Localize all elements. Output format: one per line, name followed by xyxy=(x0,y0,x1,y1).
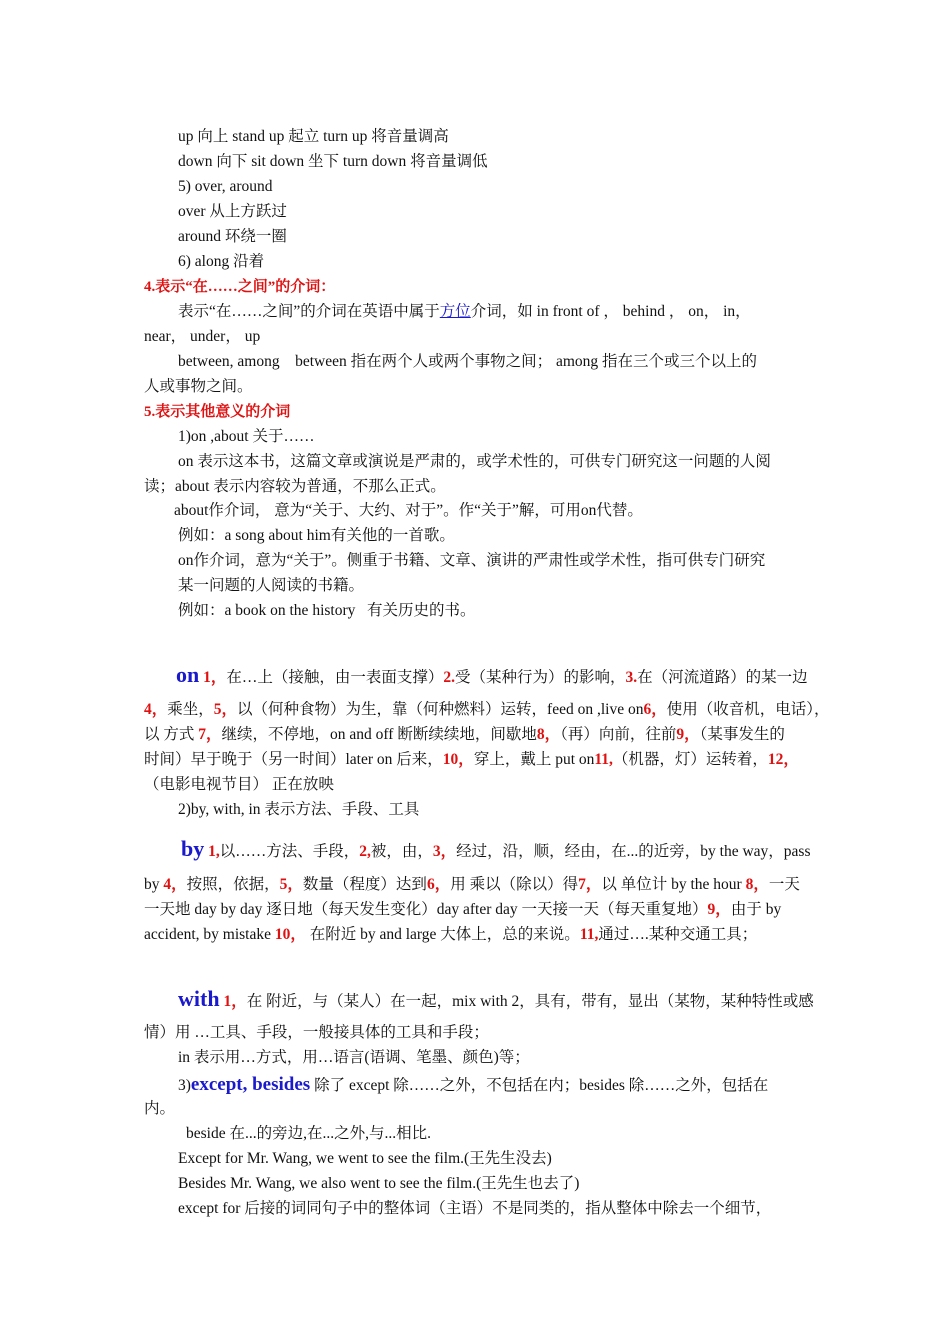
text-span: 3) xyxy=(178,1077,191,1094)
text-line: down 向下 sit down 坐下 turn down 将音量调低 xyxy=(178,153,488,170)
item-number: 9， xyxy=(707,901,731,918)
section-heading: 4.表示“在……之间”的介词： xyxy=(144,279,336,295)
text-span: 数量（程度）达到 xyxy=(302,876,427,893)
text-line: 某一问题的人阅读的书籍。 xyxy=(178,577,365,594)
text-span: （再）向前，往前 xyxy=(560,726,677,743)
text-line xyxy=(144,875,800,895)
text-line: 6) along 沿着 xyxy=(178,253,265,270)
text-line: near， under， up xyxy=(144,328,261,345)
text-span: 经过，沿，顺，经由，在...的近旁，by the way，pass xyxy=(456,843,811,860)
text-line xyxy=(144,750,799,770)
on-definition-line xyxy=(176,662,808,691)
text-span: 一天 xyxy=(768,876,800,893)
text-span: 使用（收音机，电话）， xyxy=(666,701,830,718)
with-definition-line xyxy=(178,986,814,1015)
item-number: 3， xyxy=(432,843,457,860)
text-span: 穿上，戴上 put on xyxy=(473,751,595,768)
text-span: 在…上（接触，由一表面支撑） xyxy=(226,669,444,686)
text-line xyxy=(144,725,785,745)
item-number: 12， xyxy=(767,751,799,768)
item-number: 8， xyxy=(745,876,769,893)
item-number: 2. xyxy=(443,669,456,686)
keyword-with: with xyxy=(178,986,220,1011)
text-span: 受（某种行为）的影响， xyxy=(455,669,626,686)
text-span: 以……方法、手段， xyxy=(219,843,360,860)
item-number: 11, xyxy=(594,751,613,768)
text-span: 以（何种食物）为生，靠（何种燃料）运转，feed on ,live on xyxy=(237,701,644,718)
text-span: by xyxy=(144,876,160,893)
keyword-except-besides: except, besides xyxy=(190,1074,311,1095)
item-number: 6， xyxy=(643,701,667,718)
term-link[interactable]: 方位 xyxy=(439,303,471,320)
text-span: 在 附近，与（某人）在一起，mix with 2，具有，带有，显出（某物，某种特性或感 xyxy=(246,993,814,1010)
item-number: 10， xyxy=(274,926,306,943)
text-line: between, among between 指在两个人或两个事物之间； among 指在三个或三个以上的 xyxy=(178,353,758,370)
item-number: 9， xyxy=(676,726,700,743)
text-span: 乘坐， xyxy=(167,701,214,718)
text-line: except for 后接的词同句子中的整体词（主语）不是同类的，指从整体中除去一个细节， xyxy=(178,1200,772,1217)
text-line: on 表示这本书，这篇文章或演说是严肃的，或学术性的，可供专门研究这一问题的人阅 xyxy=(178,453,771,470)
text-span: 按照，依据， xyxy=(186,876,280,893)
text-line: 2)by, with, in 表示方法、手段、工具 xyxy=(178,801,420,818)
text-line xyxy=(178,302,751,322)
text-span: 继续，不停地，on and off 断断续续地，间歇地 xyxy=(221,726,537,743)
text-line: on作介词，意为“关于”。侧重于书籍、文章、演讲的严肃性或学术性，指可供专门研究 xyxy=(178,552,766,569)
item-number: 5， xyxy=(279,876,303,893)
text-span: （某事发生的 xyxy=(699,726,785,743)
item-number: 2, xyxy=(359,843,371,860)
text-line: （电影电视节目） 正在放映 xyxy=(144,776,334,793)
text-span: 在附近 by and large 大体上，总的来说。 xyxy=(305,926,580,943)
text-span: 以 单位计 by the hour xyxy=(601,876,742,893)
text-line xyxy=(144,900,781,920)
keyword-on: on xyxy=(176,662,200,687)
item-number: 1, xyxy=(208,843,220,860)
text-line: 内。 xyxy=(144,1100,176,1117)
text-line xyxy=(178,1073,768,1098)
text-line: over 从上方跃过 xyxy=(178,203,287,220)
text-span: 在（河流道路）的某一边 xyxy=(637,669,808,686)
text-span: 以 方式 xyxy=(144,726,195,743)
keyword-by: by xyxy=(181,836,205,861)
text-span: accident, by mistake xyxy=(144,926,271,943)
text-span: 由于 by xyxy=(730,901,782,918)
item-number: 1， xyxy=(203,669,227,686)
item-number: 4， xyxy=(144,701,168,718)
text-span: 介词，如 in front of ， behind ， on， in， xyxy=(470,303,751,320)
item-number: 10， xyxy=(442,751,474,768)
text-span: 一天地 day by day 逐日地（每天发生变化）day after day 一天接一天（每天重复地） xyxy=(144,901,708,918)
text-line xyxy=(144,925,757,945)
item-number: 7， xyxy=(578,876,602,893)
text-line: about作介词， 意为“关于、大约、对于”。作“关于”解，可用on代替。 xyxy=(174,502,643,519)
by-definition-line xyxy=(181,836,811,865)
text-line: 1)on ,about 关于…… xyxy=(178,428,315,445)
text-line: Besides Mr. Wang, we also went to see the film.(王先生也去了) xyxy=(178,1175,580,1192)
text-span: 除了 except 除……之外，不包括在内；besides 除……之外，包括在 xyxy=(310,1077,769,1094)
text-line: around 环绕一圈 xyxy=(178,228,287,245)
text-line: 人或事物之间。 xyxy=(144,378,253,395)
text-line: 例如：a book on the history 有关历史的书。 xyxy=(178,602,476,619)
text-line: Except for Mr. Wang, we went to see the film.(王先生没去) xyxy=(178,1150,552,1167)
text-span: （机器，灯）运转着， xyxy=(612,751,768,768)
text-span: 通过….某种交通工具； xyxy=(598,926,758,943)
text-line: beside 在...的旁边,在...之外,与...相比. xyxy=(186,1125,431,1142)
item-number: 4， xyxy=(163,876,187,893)
text-span: 时间）早于晚于（另一时间）later on 后来， xyxy=(144,751,443,768)
text-span: 用 乘以（除以）得 xyxy=(450,876,579,893)
text-span: 表示“在……之间”的介词在英语中属于 xyxy=(178,303,440,320)
text-line: 5) over, around xyxy=(178,178,273,195)
text-line: 例如：a song about him有关他的一首歌。 xyxy=(178,527,455,544)
item-number: 7， xyxy=(198,726,222,743)
item-number: 8， xyxy=(536,726,561,743)
item-number: 6， xyxy=(426,876,451,893)
item-number: 3. xyxy=(625,669,638,686)
item-number: 5， xyxy=(213,701,238,718)
item-number: 1， xyxy=(223,993,247,1010)
item-number: 11, xyxy=(579,926,599,943)
text-span: 被，由， xyxy=(370,843,433,860)
text-line: 读；about 表示内容较为普通，不那么正式。 xyxy=(144,478,446,495)
text-line: up 向上 stand up 起立 turn up 将音量调高 xyxy=(178,128,449,145)
section-heading: 5.表示其他意义的介词 xyxy=(144,404,291,420)
text-line xyxy=(144,700,830,720)
text-line: 情）用 …工具、手段，一般接具体的工具和手段； xyxy=(144,1024,489,1041)
text-line: in 表示用…方式，用…语言(语调、笔墨、颜色)等； xyxy=(178,1049,530,1066)
